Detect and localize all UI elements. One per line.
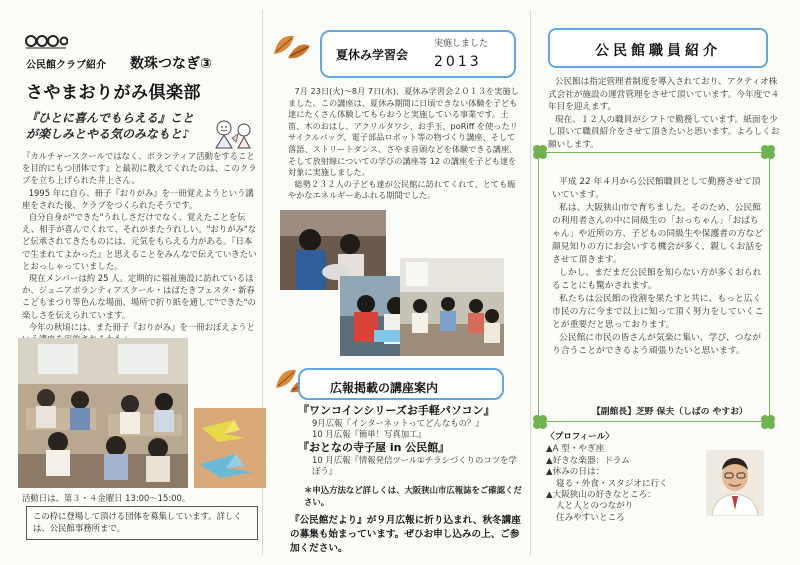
profile-line: 寝る・外食・スタジオに行く bbox=[556, 478, 668, 489]
article-paragraph: 自分自身が"できた"うれしさだけでなく、覚えたことを伝え、相手が喜んでくれて、それがまたうれしい。"おりがみ"など伝承されてきたものには、元気をもらえる力がある。『日本で生まれてよかった』と思えることをみんなで伝えていきたいとおっしゃっていました。 bbox=[22, 212, 257, 271]
article-paragraph: 7月 23日(火)～8月 7日(水)、夏休み学習会２０１３を実施しました。この講座は、夏休み期間に日頃できない体験を子ども達にたくさん体験してもらおうと実施している事業です。土笛、木のおはし、アクリルタワシ、お手玉、poRiff を使ったリサイクルバッグ、電子部品ロボット等の物づくり講座、そして落語、ストリートダンス、さやま音頭などを体験できる講座、そして放射線についての学びの講座等 12 の講座を子ども達を対象に実施しました。 bbox=[288, 86, 519, 178]
summer-study-year: 2013 bbox=[434, 54, 482, 70]
club-logo-icon bbox=[24, 34, 68, 50]
pr-course-heading bbox=[298, 368, 504, 400]
quote-line: 『ひとに喜んでもらえる』こと bbox=[26, 111, 195, 125]
classroom-photo bbox=[18, 338, 188, 488]
club-name: さやまおりがみ倶楽部 bbox=[26, 83, 201, 103]
summer-study-column bbox=[268, 20, 524, 560]
pr-note: ＊申込方法など詳しくは、大阪狭山市広報誌をご確認ください。 bbox=[304, 485, 522, 507]
article-paragraph: 『カルチャースクールではなく、ボランティア活動をすることを目的にもつ団体です』と最初に教えてくれたのは、このクラブを立ち上げられた井上さん。 bbox=[22, 151, 257, 186]
profile-line: ▲好きな楽器：ドラム bbox=[546, 455, 630, 466]
newsletter-notice: 『公民館だより』が９月広報に折り込まれ、秋冬講座の募集も始まっています。ぜひお申し込みの上、ご参加ください。 bbox=[290, 515, 521, 554]
profile-line: ▲大阪狭山の好きなところ： bbox=[546, 490, 656, 501]
article-paragraph: 今年の秋頃には、また冊子『おりがみ』を一冊おぼえようと bbox=[28, 321, 255, 332]
staff-profile bbox=[546, 432, 706, 524]
recruit-box bbox=[26, 506, 258, 540]
origami-birds-photo bbox=[194, 408, 266, 488]
staff-intro-column bbox=[536, 20, 786, 560]
article-paragraph: 公民館は指定管理者制度を導入されており、アクティオ株式会社が施設の運営管理をさせて頂いています。今年度で４年目を迎えます。 bbox=[548, 77, 780, 113]
course-item: 10 月広報『情報発信ツール①チラシづくりのコツを学ぼう』 bbox=[312, 454, 517, 477]
article-paragraph: しかし、まだまだ公民館を知らない方が多くおられることにも驚かされます。 bbox=[552, 268, 762, 291]
summer-study-heading bbox=[320, 30, 516, 78]
profile-line: ▲A 型・やぎ座 bbox=[546, 444, 605, 455]
club-quote bbox=[26, 110, 206, 142]
autumn-leaves-icon bbox=[268, 28, 314, 64]
recruit-text: この枠に登場して頂ける団体を募集しています。詳しくは、公民館事務所まで。 bbox=[33, 511, 242, 533]
hall-class-photo bbox=[400, 258, 504, 356]
column-divider bbox=[530, 10, 531, 555]
activity-info bbox=[22, 492, 266, 504]
staff-intro-heading bbox=[548, 28, 768, 68]
series-title: 数珠つなぎ③ bbox=[130, 56, 212, 72]
article-paragraph: 公民館に市民の皆さんが気楽に集い、学び、つながり合うことができるよう頑張りたいと思います。 bbox=[552, 333, 762, 356]
summer-study-article bbox=[288, 86, 522, 202]
article-paragraph: 現在、１２人の職員がシフトで勤務しています。紙面を少し頂いて職員紹介をさせて頂きたいと思います。よろしくお願いします。 bbox=[548, 114, 780, 150]
section-kicker: 公民館クラブ紹介 bbox=[26, 60, 106, 71]
clover-icon bbox=[760, 144, 776, 160]
course-series-title: 『ワンコインシリーズお手軽パソコン』 bbox=[298, 404, 495, 417]
profile-heading: 〈プロフィール〉 bbox=[546, 432, 614, 442]
staff-intro-title: 公民館職員紹介 bbox=[595, 43, 721, 59]
staff-portrait-photo bbox=[706, 450, 764, 516]
course-item: 9月広報『インターネットってどんなもの？』 bbox=[312, 418, 484, 428]
article-paragraph: 1995 年に自ら、冊子『おりがみ』を一冊覚えようという講座をされた後、クラブをつくられたそうです。 bbox=[22, 187, 254, 210]
article-paragraph: 平成 22 年４月から公民館職員として勤務させて頂いています。 bbox=[552, 177, 761, 200]
staff-intro-text bbox=[548, 76, 780, 152]
clover-icon bbox=[532, 414, 548, 430]
summer-study-title: 夏休み学習会 bbox=[336, 48, 409, 62]
profile-line: 人と人とのつながり bbox=[556, 501, 634, 512]
article-paragraph: 私は、大阪狭山市で育ちました。そのため、公民館の利用者さんの中に同級生の「おっちゃん」「おばちゃん」や近所の方、子どもの同級生や保護者の方など顔見知りの方にお会いする機会が多く、親しくお話をさせて頂きます。 bbox=[552, 203, 764, 265]
clover-icon bbox=[532, 144, 548, 160]
pr-course-list bbox=[298, 404, 520, 478]
course-series-title: 『おとなの寺子屋 in 公民館』 bbox=[298, 440, 450, 454]
clover-icon bbox=[760, 414, 776, 430]
club-article bbox=[22, 150, 258, 357]
activity-schedule: 活動日は、第３・４金曜日 13:00～15:00。 bbox=[22, 493, 191, 503]
club-feature-column bbox=[18, 28, 258, 558]
course-item: 10 月広報『簡単！写真加工』 bbox=[312, 429, 426, 440]
origami-illustration-icon bbox=[210, 114, 258, 150]
pr-course-title: 広報掲載の講座案内 bbox=[330, 381, 439, 395]
quote-line: が楽しみとやる気のみなもと♪ bbox=[26, 127, 190, 141]
summer-study-status: 実施しました bbox=[434, 39, 489, 49]
article-paragraph: 現在メンバーは約 25 人。定期的に福祉施設に訪れているほか、ジュニアボランティアスクール・はばたきフェスタ・新春こどもまつり等色んな場面、場所で折り紙を通して"できた"の楽しさを伝えられています。 bbox=[22, 273, 256, 320]
article-paragraph: 総勢２３２人の子ども達が公民館に訪れてくれて、とても賑やかなエネルギーあふれる期間でした。 bbox=[288, 178, 516, 201]
vice-director-message bbox=[552, 176, 766, 358]
staff-signature: 【副館長】芝野 保夫（しばの やすお） bbox=[592, 407, 748, 417]
profile-line: 住みやすいところ bbox=[556, 512, 625, 523]
profile-line: ▲休みの日は： bbox=[546, 467, 605, 478]
article-paragraph: 私たちは公民館の役割を果たすと共に、もっと広く市民の方に今まで以上に知って頂く努力をしていくことが重要だと思っております。 bbox=[552, 294, 764, 330]
